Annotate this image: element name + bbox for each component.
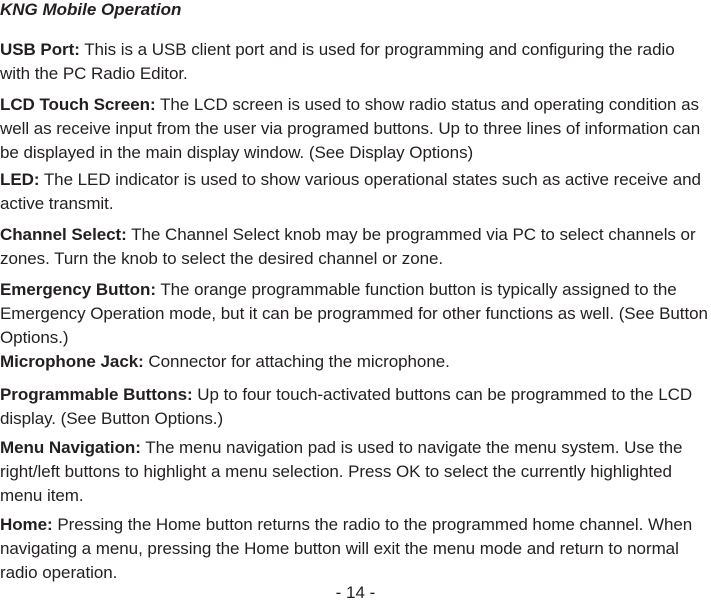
entry-programmable-buttons <box>0 383 709 431</box>
entry-microphone-jack <box>0 350 709 374</box>
entry-term: Home: <box>0 515 53 534</box>
entry-description: Pressing the Home button returns the radio to the programmed home channel. When navigating a menu, pressing the Home button will exit the menu mode and return to normal radio operation. <box>0 515 693 583</box>
entry-term: Emergency Button: <box>0 280 156 299</box>
entry-term: Channel Select: <box>0 225 127 244</box>
page-header-title: KNG Mobile Operation <box>0 0 182 19</box>
entry-term: Microphone Jack: <box>0 352 144 371</box>
entry-term: LCD Touch Screen: <box>0 95 156 114</box>
entry-description: The LCD screen is used to show radio status and operating condition as well as receive input from the user via programed buttons. Up to three lines of information can be displayed in the main display window. (See Display Options) <box>0 95 701 163</box>
entry-description: The menu navigation pad is used to navigate the menu system. Use the right/left buttons to highlight a menu selection. Press OK to select the currently highlighted menu item. <box>0 438 683 506</box>
entry-description: This is a USB client port and is used for programming and configuring the radio with the PC Radio Editor. <box>0 40 675 84</box>
entry-emergency-button <box>0 278 709 351</box>
entry-description: The LED indicator is used to show various operational states such as active receive and active transmit. <box>0 170 701 214</box>
entry-channel-select <box>0 223 709 271</box>
entry-description: Up to four touch-activated buttons can be programmed to the LCD display. (See Button Options.) <box>0 385 693 429</box>
entry-description: The orange programmable function button is typically assigned to the Emergency Operation mode, but it can be programmed for other functions as well. (See Button Options.) <box>0 280 708 348</box>
entry-lcd-touch-screen <box>0 93 709 166</box>
entry-term: Programmable Buttons: <box>0 385 193 404</box>
entry-menu-navigation <box>0 436 709 509</box>
entry-usb-port <box>0 38 709 86</box>
entry-term: USB Port: <box>0 40 80 59</box>
entry-description: Connector for attaching the microphone. <box>143 352 450 371</box>
entry-term: LED: <box>0 170 40 189</box>
page-number: - 14 - <box>335 583 376 602</box>
entry-term: Menu Navigation: <box>0 438 141 457</box>
entry-description: The Channel Select knob may be programmed via PC to select channels or zones. Turn the knob to select the desired channel or zone. <box>0 225 696 269</box>
entry-led <box>0 168 709 216</box>
entry-home <box>0 513 709 586</box>
